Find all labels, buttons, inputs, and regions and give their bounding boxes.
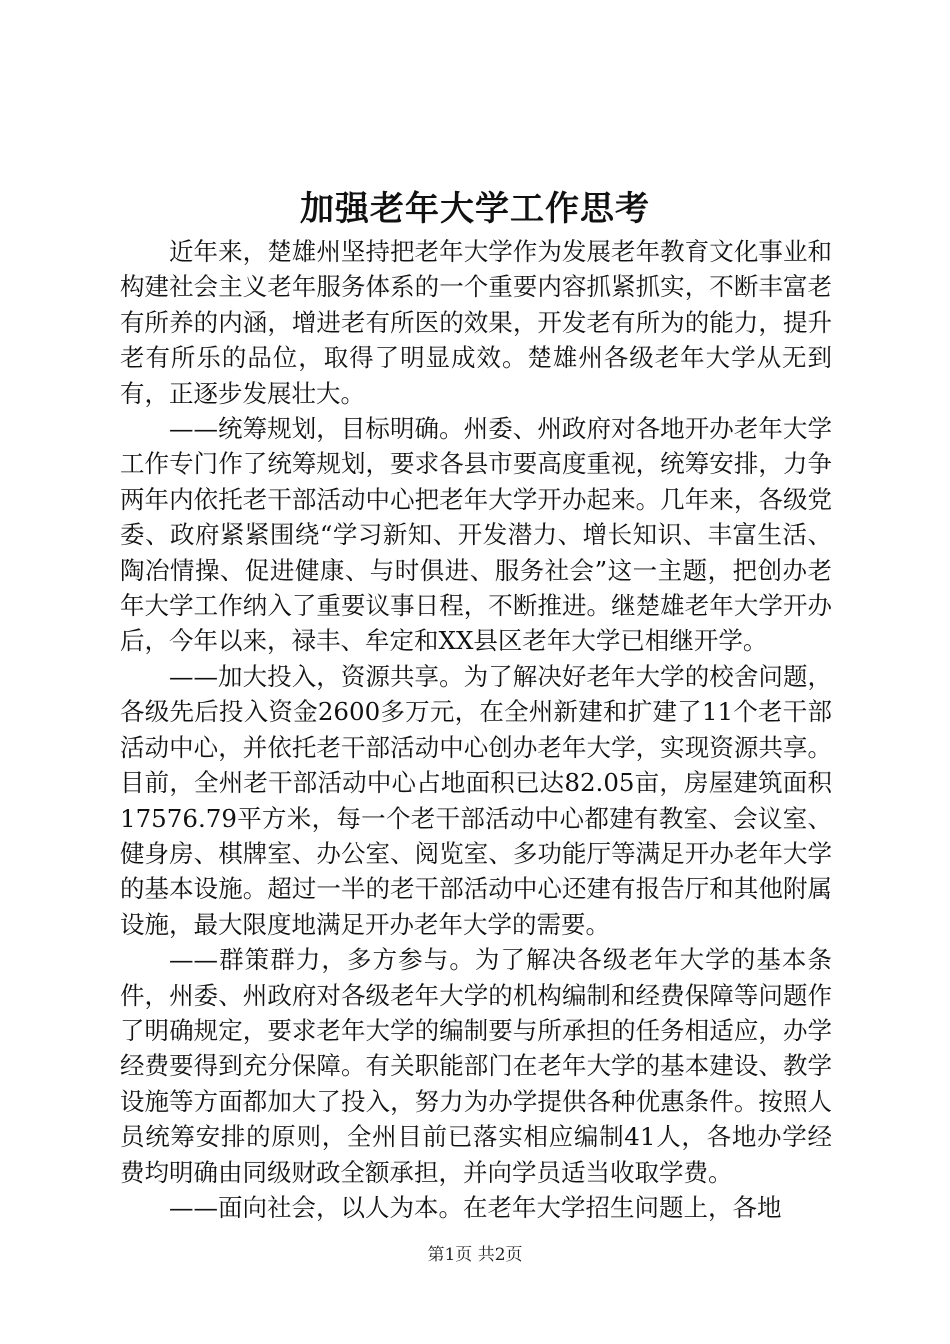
paragraph-investment: ——加大投入，资源共享。为了解决好老年大学的校舍问题，各级先后投入资金2600多万元，在全州新建和扩建了11个老干部活动中心，并依托老干部活动中心创办老年大学，实现资源共享。目前，全州老干部活动中心占地面积已达82.05亩，房屋建筑面积17576.79平方米，每一个老干部活动中心都建有教室、会议室、健身房、棋牌室、办公室、阅览室、多功能厅等满足开办老年大学的基本设施。超过一半的老干部活动中心还建有报告厅和其他附属设施，最大限度地满足开办老年大学的需要。 <box>120 661 832 939</box>
document-body <box>120 234 832 1225</box>
paragraph-participation: ——群策群力，多方参与。为了解决各级老年大学的基本条件，州委、州政府对各级老年大学的机构编制和经费保障等问题作了明确规定，要求老年大学的编制要与所承担的任务相适应，办学经费要得到充分保障。有关职能部门在老年大学的基本建设、教学设施等方面都加大了投入，努力为办学提供各种优惠条件。按照人员统筹安排的原则，全州目前已落实相应编制41人，各地办学经费均明确由同级财政全额承担，并向学员适当收取学费。 <box>120 945 832 1187</box>
paragraph-intro: 近年来，楚雄州坚持把老年大学作为发展老年教育文化事业和构建社会主义老年服务体系的一个重要内容抓紧抓实，不断丰富老有所养的内涵，增进老有所医的效果，开发老有所为的能力，提升老有所乐的品位，取得了明显成效。楚雄州各级老年大学从无到有，正逐步发展壮大。 <box>120 237 832 408</box>
document-title: 加强老年大学工作思考 <box>300 189 650 229</box>
paragraph-planning: ——统筹规划，目标明确。州委、州政府对各地开办老年大学工作专门作了统筹规划，要求各县市要高度重视，统筹安排，力争两年内依托老干部活动中心把老年大学开办起来。几年来，各级党委、政府紧紧围绕“学习新知、开发潜力、增长知识、丰富生活、陶冶情操、促进健康、与时俱进、服务社会”这一主题，把创办老年大学工作纳入了重要议事日程，不断推进。继楚雄老年大学开办后，今年以来，禄丰、牟定和XX县区老年大学已相继开学。 <box>120 414 832 656</box>
page-number-footer: 第1页 共2页 <box>427 1245 523 1265</box>
paragraph-society: ——面向社会，以人为本。在老年大学招生问题上，各地 <box>169 1192 782 1222</box>
